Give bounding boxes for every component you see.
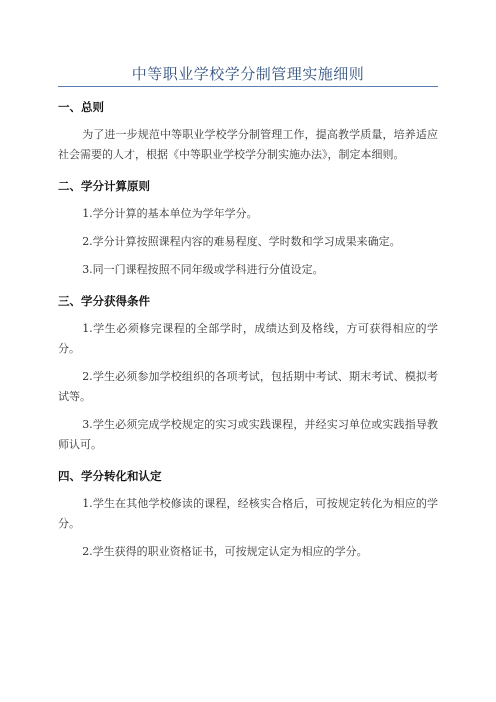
section-heading: 四、学分转化和认定 [58,469,162,483]
section-heading: 一、总则 [58,100,104,114]
document-title: 中等职业学校学分制管理实施细则 [131,65,365,83]
paragraph: 为了进一步规范中等职业学校学分制管理工作，提高教学质量，培养适应社会需要的人才，根据《中等职业学校学分制实施办法》，制定本细则。 [58,128,438,161]
section-heading: 三、学分获得条件 [58,294,150,308]
paragraph: 2.学分计算按照课程内容的难易程度、学时数和学习成果来确定。 [82,235,401,248]
section-credit-calculation [58,173,438,280]
paragraph: 1.学分计算的基本单位为学年学分。 [82,207,258,220]
paragraph: 2.学生必须参加学校组织的各项考试，包括期中考试、期末考试、模拟考试等。 [58,370,438,403]
title-underline [58,86,438,87]
paragraph: 3.学生必须完成学校规定的实习或实践课程，并经实习单位或实践指导教师认可。 [58,418,438,451]
section-credit-conditions [58,288,438,455]
section-heading: 二、学分计算原则 [58,179,150,193]
paragraph: 1.学生必须修完课程的全部学时，成绩达到及格线，方可获得相应的学分。 [58,322,438,355]
paragraph: 1.学生在其他学校修读的课程，经核实合格后，可按规定转化为相应的学分。 [58,497,438,530]
document-body [58,94,438,570]
section-general [58,94,438,165]
paragraph: 2.学生获得的职业资格证书，可按规定认定为相应的学分。 [82,545,368,558]
section-credit-transfer [58,463,438,562]
paragraph: 3.同一门课程按照不同年级或学科进行分值设定。 [82,263,324,276]
